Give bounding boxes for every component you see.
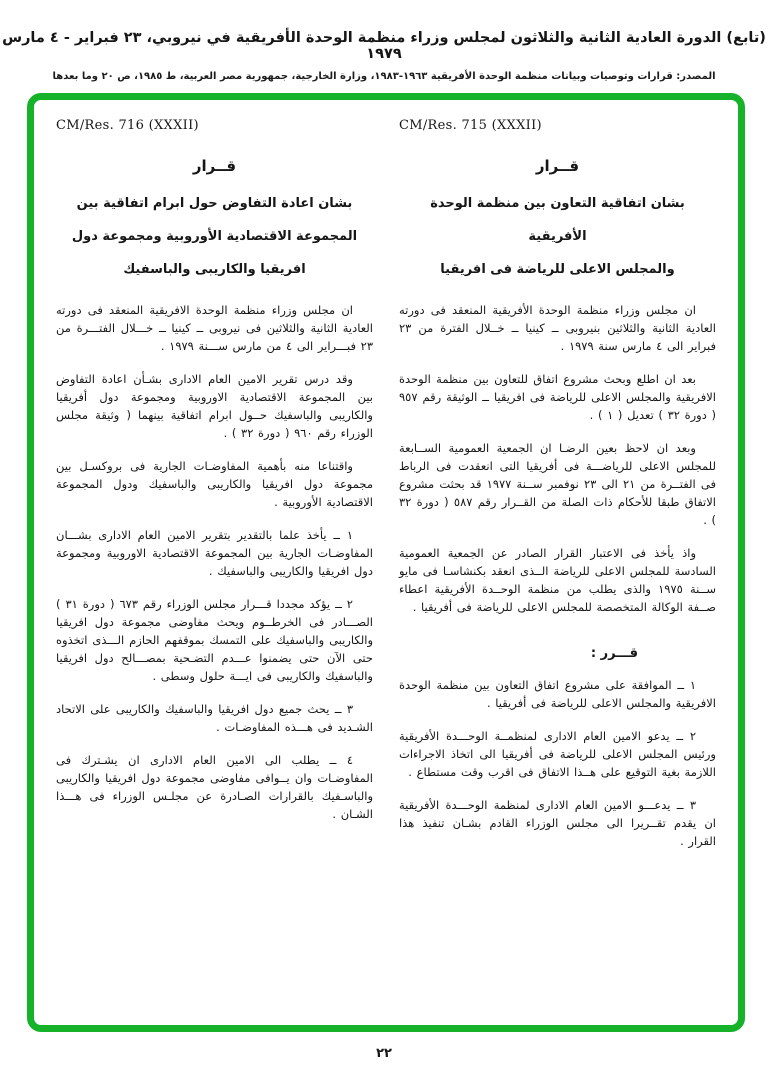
- resolution-715-title: [399, 187, 716, 286]
- resolution-715-paragraph: واذ يأخذ فى الاعتبار القرار الصادر عن الجمعية العمومية السادسة للمجلس الاعلى للرياضة الــذى انعقد بكنشاسـا فى مايو ســنة ١٩٧٥ والذى يطلب من منظمة الوحــدة الأفريقية اعطاء صــفة الوكالة المتخصصة للمجلس الاعلى للرياضة فى أفريقيا .: [399, 546, 716, 614]
- session-title: (تابع) الدورة العادية الثانية والثلاثون لمجلس وزراء منظمة الوحدة الأفريقية في نيروبي، ٢٣ فبراير - ٤ مارس ١٩٧٩: [2, 30, 766, 62]
- resolution-715-paragraph: بعد ان اطلع وبحث مشروع اتفاق للتعاون بين منظمة الوحدة الافريقية والمجلس الاعلى للرياضة فى افريقيا ــ الوثيقة رقم ٩٥٧ ( دورة ٣٢ ) تعديل ( ١ ) .: [399, 372, 716, 422]
- resolution-715-item: ٢ ــ يدعو الامين العام الادارى لمنظمــة الوحـــدة الأفريقية ورئيس المجلس الاعلى للرياضة فى أفريقيا الى اتخاذ الاجراءات اللازمة بغية التوقيع على هــذا الاتفاق فى اقرب وقت مستطاع .: [399, 729, 716, 779]
- resolution-715-decides-label: قـــرر :: [590, 646, 638, 661]
- resolution-715-decision-heading: قــرار: [535, 157, 580, 175]
- resolution-716-reference: CM/Res. 716 (XXXII): [56, 118, 199, 133]
- resolutions-columns: [34, 100, 738, 850]
- resolution-716-item: ٤ ــ يطلب الى الامين العام الادارى ان يشـترك فى المفاوضـات وان يــوافى مفاوضى مجموعة دول افريقيا والكاريبى والباسـفيك بالقرارات الصـادرة عن مجلـس الوزراء فى هـــذا الشـان .: [56, 753, 373, 821]
- resolution-715-item: ١ ــ الموافقة على مشروع اتفاق التعاون بين منظمة الوحدة الافريقية والمجلس الاعلى للرياضة فى أفريقيا .: [399, 678, 716, 710]
- resolution-715-column: [399, 114, 716, 850]
- resolution-716-title-line: المجموعة الاقتصادية الأوروبية ومجموعة دول: [71, 229, 358, 244]
- source-citation: المصدر: قرارات وتوصيات وبيانات منظمة الوحدة الأفريقية ١٩٦٣-١٩٨٣، وزارة الخارجية، جمهورية مصر العربية، ط ١٩٨٥، ص ٢٠ وما بعدها: [52, 71, 716, 82]
- resolution-715-reference: CM/Res. 715 (XXXII): [399, 118, 542, 133]
- resolution-715-paragraph: ان مجلس وزراء منظمة الوحدة الأفريقية المنعقد فى دورته العادية الثانية والثلاثين بنيروبى ــ كينيا ــ خــلال الفترة من ٢٣ فبراير الى ٤ مارس سنة ١٩٧٩ .: [399, 303, 716, 353]
- resolution-715-paragraph: وبعد ان لاحظ بعين الرضـا ان الجمعية العمومية الســابعة للمجلس الاعلى للرياضـــة فى أفريقيا التى انعقدت فى الرباط فى الفتــرة من ٢١ الى ٢٣ نوفمبر ســنة ١٩٧٧ قد بحثت مشروع الاتفاق طبقا للأحكام ذات الصلة من القــرار رقم ٥٨٧ ( دورة ٣٢ ) .: [399, 441, 716, 527]
- resolution-715-title-line: والمجلس الاعلى للرياضة فى افريقيا: [440, 262, 675, 277]
- resolution-716-paragraph: ان مجلس وزراء منظمة الوحدة الافريقية المنعقد فى دورته العادية الثانية والثلاثين فى نيروبى ــ كينيا ــ خـــلال الفتـــرة من ٢٣ فبـــراير الى ٤ من مارس ســـنة ١٩٧٩ .: [56, 303, 373, 353]
- resolution-715-title-line: بشان اتفاقية التعاون بين منظمة الوحدة الأفريقية: [430, 196, 685, 244]
- page-number: ٢٢: [376, 1046, 392, 1061]
- resolution-716-column: [56, 114, 373, 850]
- resolution-716-title: [56, 187, 373, 286]
- resolution-716-item: ١ ــ يأخذ علما بالتقدير بتقرير الامين العام الادارى بشـــان المفاوضـات الجارية بين المجموعة الاقتصادية الاوروبية ومجموعة دول افريقيا والكاريبى والباسفيك .: [56, 528, 373, 578]
- resolution-716-paragraph: وقد درس تقرير الامين العام الادارى بشـأن اعادة التفاوض بين المجموعة الاقتصادية الاوروبية ومجموعة دول أفريقيا والكاريبى والباسفيك حــول ابرام اتفاقية بينهما ( وثيقة مجلس الوزراء رقم ٩٦٠ ( دورة ٣٢ ) .: [56, 372, 373, 440]
- page-header: [0, 0, 768, 82]
- resolution-716-title-line: بشان اعادة التفاوض حول ابرام اتفاقية بين: [76, 196, 353, 211]
- resolution-716-decision-heading: قــرار: [192, 157, 237, 175]
- resolution-716-title-line: افريقيا والكاريبى والباسفيك: [123, 262, 306, 277]
- resolution-716-paragraph: واقتناعا منه بأهمية المفاوضـات الجارية فى بروكسـل بين مجموعة دول افريقيا والكاريبى والباسفيك ودول المجموعة الاقتصادية الأوروبية .: [56, 459, 373, 509]
- resolution-716-item: ٢ ــ يؤكد مجددا قـــرار مجلس الوزراء رقم ٦٧٣ ( دورة ٣١ ) الصـــادر فى الخرطــوم ويحث مفاوضى مجموعة دول افريقيا والكاريبى والباسفيك على التمسك بموقفهم الحازم الـــذى اتخذوه حتى الآن حتى يضمنوا عـــدم التضـحية بمصـــالح دول افريقيا والباسفيك والكاريبى فى ايـــة حلول وسطى .: [56, 597, 373, 683]
- resolution-716-item: ٣ ــ يحث جميع دول افريقيا والباسفيك والكاريبى على الاتحاد الشـديد فى هـــذه المفاوضـات .: [56, 702, 373, 734]
- green-border-frame: [27, 93, 745, 1032]
- resolution-715-item: ٣ ــ يدعـــو الامين العام الادارى لمنظمة الوحـــدة الأفريقية ان يقدم تقــريرا الى مجلس الوزراء القادم بشـان تنفيذ هذا القرار .: [399, 798, 716, 848]
